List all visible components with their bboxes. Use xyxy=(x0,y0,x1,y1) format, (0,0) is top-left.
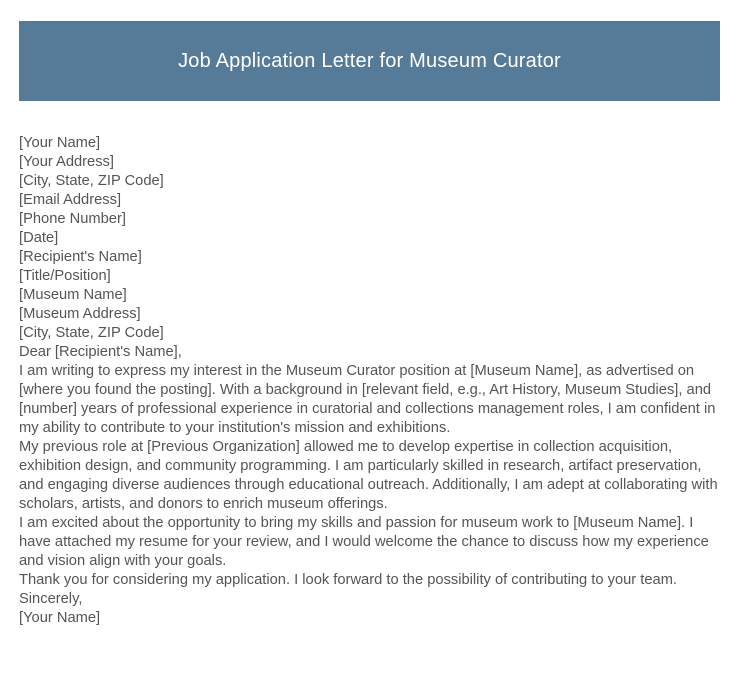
letter-paragraph: My previous role at [Previous Organization] allowed me to develop expertise in collection acquisition, exhibition design, and community programming. I am particularly skilled in research, artifact preservation, and engaging diverse audiences through educational outreach. Additionally, I am adept at collaborating with scholars, artists, and donors to enrich museum offerings. xyxy=(19,439,718,512)
letter-line: [Date] xyxy=(19,230,59,246)
letter-body xyxy=(19,134,723,628)
page-title: Job Application Letter for Museum Curator xyxy=(178,50,561,72)
letter-paragraph: I am writing to express my interest in the Museum Curator position at [Museum Name], as advertised on [where you found the posting]. With a background in [relevant field, e.g., Art History, Museum Studies], and [number] years of professional experience in curatorial and collections management roles, I am confident in my ability to contribute to your institution's mission and exhibitions. xyxy=(19,363,716,436)
letter-paragraph: I am excited about the opportunity to bring my skills and passion for museum work to [Museum Name]. I have attached my resume for your review, and I would welcome the chance to discuss how my experience and vision align with your goals. xyxy=(19,515,709,569)
letter-line: [City, State, ZIP Code] xyxy=(19,325,164,341)
letter-signature: [Your Name] xyxy=(19,610,101,626)
letter-line: [Your Name] xyxy=(19,135,101,151)
letter-line: [Phone Number] xyxy=(19,211,126,227)
letter-line: [Museum Address] xyxy=(19,306,141,322)
letter-header-banner xyxy=(19,21,720,101)
letter-line: [Recipient's Name] xyxy=(19,249,142,265)
letter-line: [Title/Position] xyxy=(19,268,111,284)
letter-closing: Sincerely, xyxy=(19,591,83,607)
letter-salutation: Dear [Recipient's Name], xyxy=(19,344,182,360)
letter-line: [Museum Name] xyxy=(19,287,127,303)
letter-paragraph: Thank you for considering my application. I look forward to the possibility of contributing to your team. xyxy=(19,572,678,588)
letter-line: [Your Address] xyxy=(19,154,114,170)
letter-line: [Email Address] xyxy=(19,192,122,208)
letter-line: [City, State, ZIP Code] xyxy=(19,173,164,189)
